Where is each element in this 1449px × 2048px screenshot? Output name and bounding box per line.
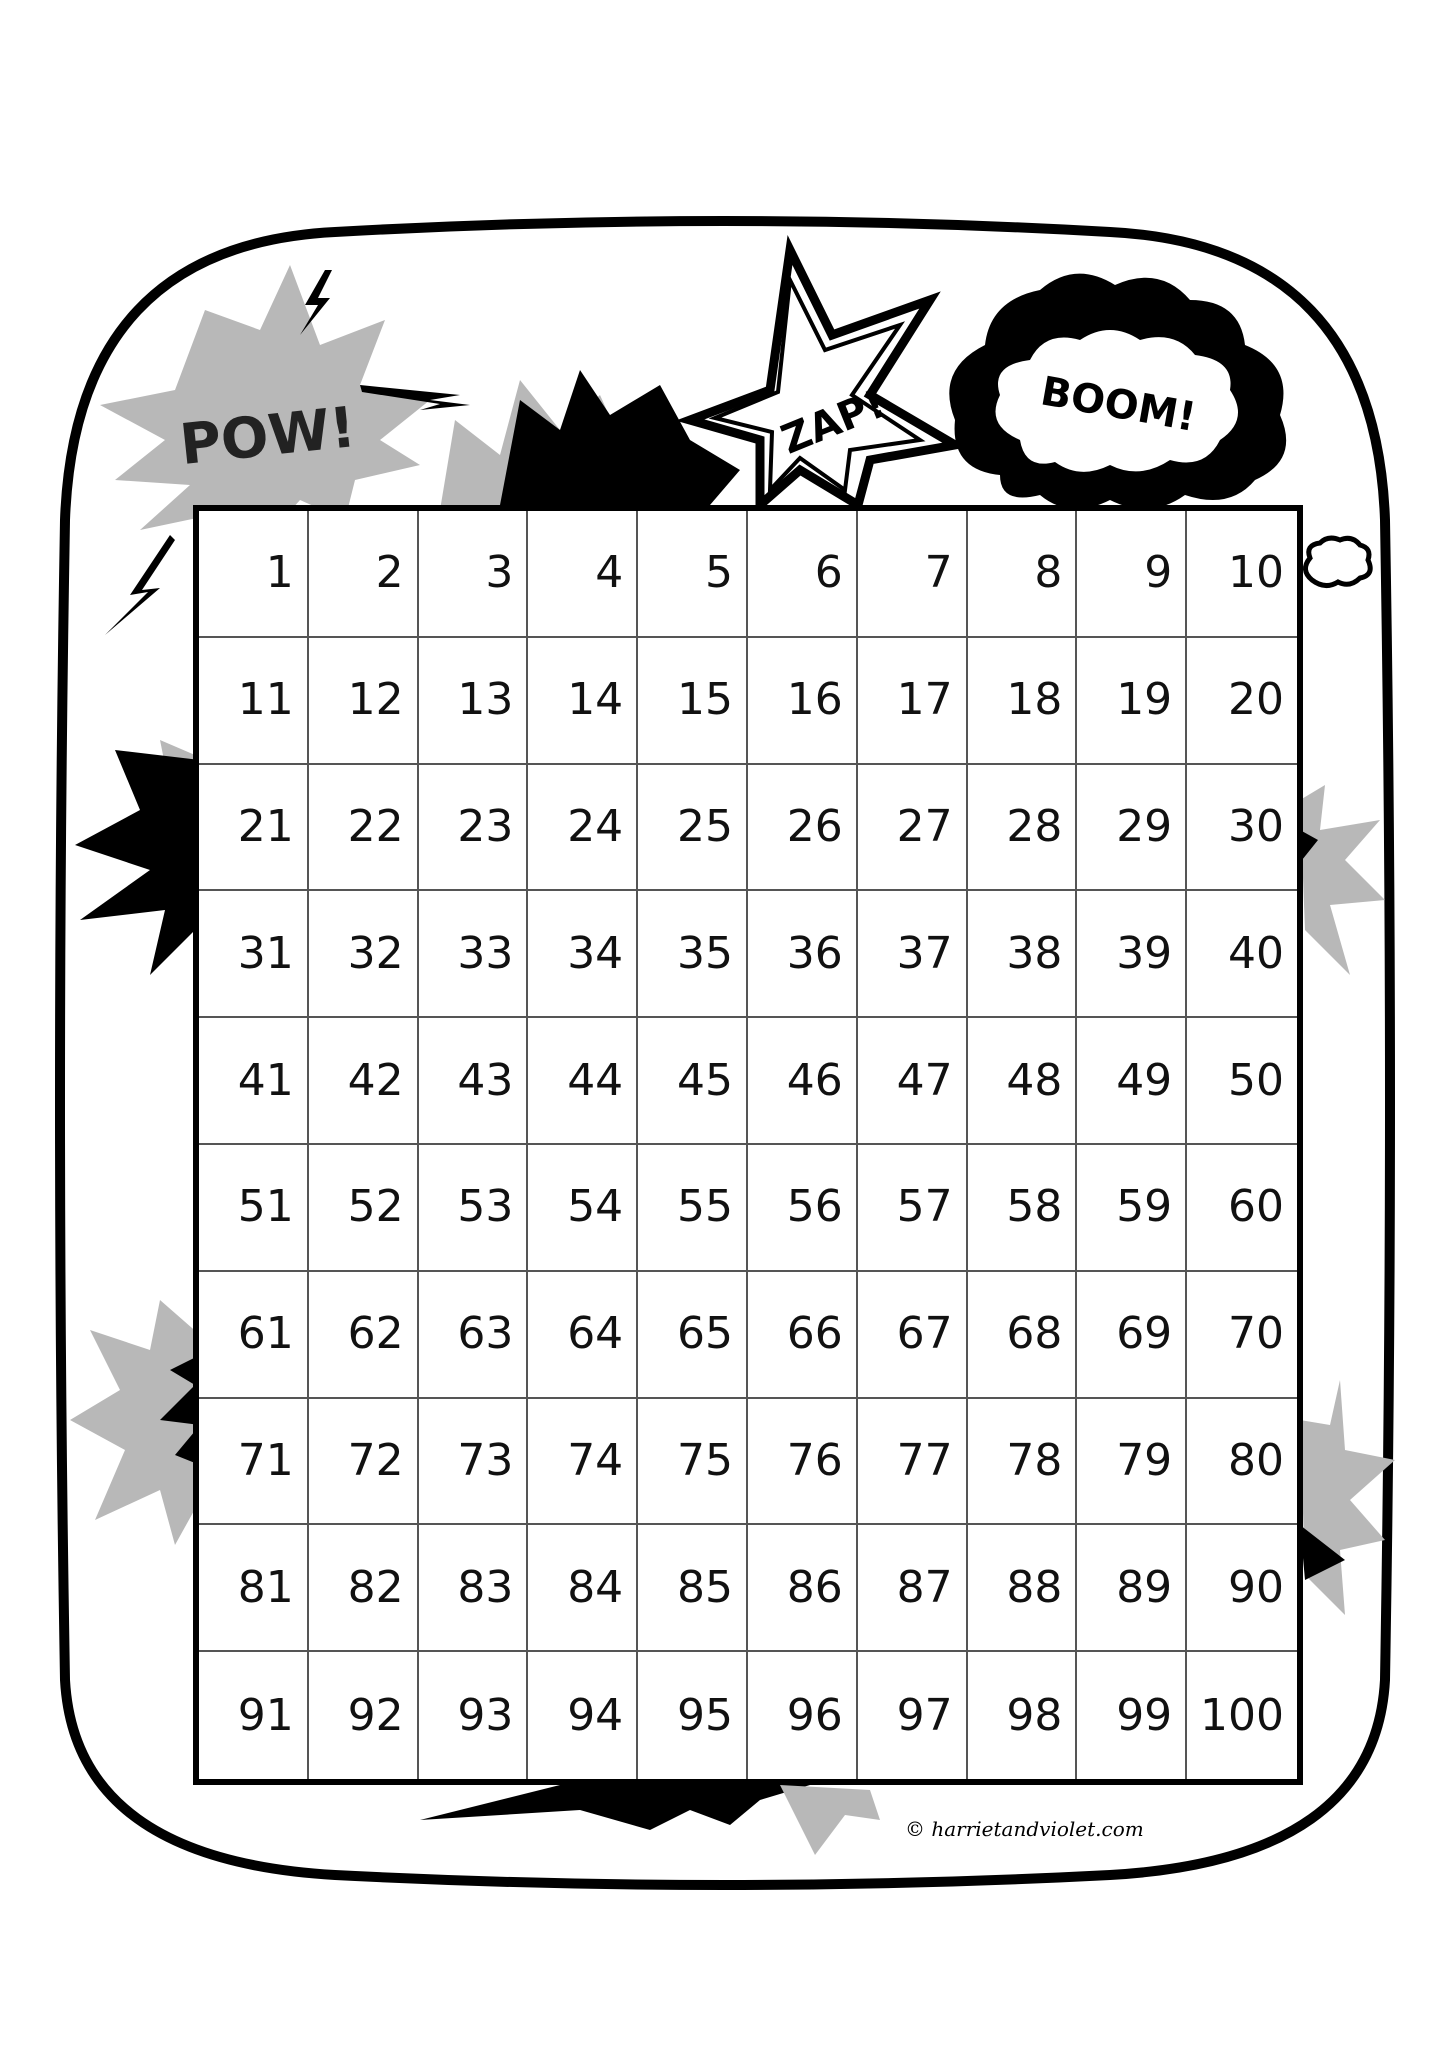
grid-cell: 30 <box>1187 765 1297 892</box>
grid-cell: 81 <box>199 1525 309 1652</box>
grey-burst <box>1300 1380 1395 1615</box>
small-cloud-icon <box>1305 538 1370 585</box>
grid-cell: 22 <box>309 765 419 892</box>
grid-cell: 67 <box>858 1272 968 1399</box>
grid-cell: 26 <box>748 765 858 892</box>
grid-cell: 6 <box>748 511 858 638</box>
grid-cell: 8 <box>968 511 1078 638</box>
boom-text: BOOM! <box>1037 368 1200 441</box>
grid-cell: 21 <box>199 765 309 892</box>
grid-cell: 70 <box>1187 1272 1297 1399</box>
grid-cell: 18 <box>968 638 1078 765</box>
grid-cell: 7 <box>858 511 968 638</box>
grey-burst <box>1300 785 1385 975</box>
grid-cell: 53 <box>419 1145 529 1272</box>
grid-cell: 69 <box>1077 1272 1187 1399</box>
grid-cell: 93 <box>419 1652 529 1779</box>
grid-cell: 84 <box>528 1525 638 1652</box>
grid-cell: 54 <box>528 1145 638 1272</box>
grid-cell: 35 <box>638 891 748 1018</box>
grid-cell: 5 <box>638 511 748 638</box>
grid-cell: 58 <box>968 1145 1078 1272</box>
grid-cell: 44 <box>528 1018 638 1145</box>
grid-cell: 27 <box>858 765 968 892</box>
grid-cell: 13 <box>419 638 529 765</box>
grid-cell: 80 <box>1187 1399 1297 1526</box>
grid-cell: 88 <box>968 1525 1078 1652</box>
zap-text: ZAP! <box>775 380 892 464</box>
grid-cell: 72 <box>309 1399 419 1526</box>
grid-cell: 82 <box>309 1525 419 1652</box>
grid-cell: 47 <box>858 1018 968 1145</box>
grid-cell: 32 <box>309 891 419 1018</box>
grid-cell: 71 <box>199 1399 309 1526</box>
grid-cell: 42 <box>309 1018 419 1145</box>
grid-cell: 94 <box>528 1652 638 1779</box>
grid-cell: 11 <box>199 638 309 765</box>
grid-cell: 87 <box>858 1525 968 1652</box>
grid-cell: 48 <box>968 1018 1078 1145</box>
grid-cell: 29 <box>1077 765 1187 892</box>
grid-cell: 50 <box>1187 1018 1297 1145</box>
grid-cell: 43 <box>419 1018 529 1145</box>
grid-cell: 9 <box>1077 511 1187 638</box>
grid-cell: 91 <box>199 1652 309 1779</box>
grid-cell: 17 <box>858 638 968 765</box>
pow-text: POW! <box>176 395 359 479</box>
grid-cell: 41 <box>199 1018 309 1145</box>
grid-cell: 15 <box>638 638 748 765</box>
grid-cell: 37 <box>858 891 968 1018</box>
grid-cell: 61 <box>199 1272 309 1399</box>
grid-cell: 38 <box>968 891 1078 1018</box>
grid-cell: 86 <box>748 1525 858 1652</box>
grid-cell: 28 <box>968 765 1078 892</box>
grid-cell: 62 <box>309 1272 419 1399</box>
grid-cell: 75 <box>638 1399 748 1526</box>
grid-cell: 96 <box>748 1652 858 1779</box>
grid-cell: 4 <box>528 511 638 638</box>
grey-burst <box>780 1785 880 1855</box>
grid-cell: 90 <box>1187 1525 1297 1652</box>
grid-cell: 49 <box>1077 1018 1187 1145</box>
grid-cell: 31 <box>199 891 309 1018</box>
grid-cell: 24 <box>528 765 638 892</box>
grid-cell: 56 <box>748 1145 858 1272</box>
grid-cell: 83 <box>419 1525 529 1652</box>
grid-cell: 51 <box>199 1145 309 1272</box>
grid-cell: 100 <box>1200 1689 1284 1741</box>
grid-cell: 64 <box>528 1272 638 1399</box>
grid-cell: 23 <box>419 765 529 892</box>
grid-cell: 99 <box>1077 1652 1187 1779</box>
grid-cell: 79 <box>1077 1399 1187 1526</box>
grid-cell: 34 <box>528 891 638 1018</box>
black-burst <box>420 1785 810 1830</box>
grid-cell: 74 <box>528 1399 638 1526</box>
grid-cell: 39 <box>1077 891 1187 1018</box>
grid-cell: 77 <box>858 1399 968 1526</box>
grid-cell: 16 <box>748 638 858 765</box>
grid-cell: 2 <box>309 511 419 638</box>
grid-cell: 14 <box>528 638 638 765</box>
grid-cell: 59 <box>1077 1145 1187 1272</box>
grid-cell: 98 <box>968 1652 1078 1779</box>
grid-cell: 65 <box>638 1272 748 1399</box>
grid-cell: 78 <box>968 1399 1078 1526</box>
grid-cell: 46 <box>748 1018 858 1145</box>
grid-cell: 66 <box>748 1272 858 1399</box>
grid-cell: 89 <box>1077 1525 1187 1652</box>
grid-cell: 95 <box>638 1652 748 1779</box>
hundred-chart-grid <box>193 505 1303 1785</box>
grid-cell: 33 <box>419 891 529 1018</box>
grid-cell: 36 <box>748 891 858 1018</box>
grid-cell: 1 <box>199 511 309 638</box>
grid-cell: 25 <box>638 765 748 892</box>
grid-cell: 40 <box>1187 891 1297 1018</box>
grid-cell: 55 <box>638 1145 748 1272</box>
grid-cell: 63 <box>419 1272 529 1399</box>
grid-cell: 73 <box>419 1399 529 1526</box>
grid-cell: 92 <box>309 1652 419 1779</box>
grid-cell: 12 <box>309 638 419 765</box>
black-burst <box>500 370 740 505</box>
grid-cell: 10 <box>1187 511 1297 638</box>
grid-cell: 57 <box>858 1145 968 1272</box>
grid-cell: 52 <box>309 1145 419 1272</box>
grid-cell: 19 <box>1077 638 1187 765</box>
grid-cell: 60 <box>1187 1145 1297 1272</box>
grid-cell: 68 <box>968 1272 1078 1399</box>
grid-cell: 97 <box>858 1652 968 1779</box>
grid-cell: 20 <box>1187 638 1297 765</box>
grid-cell: 76 <box>748 1399 858 1526</box>
grid-cell: 85 <box>638 1525 748 1652</box>
grid-cell: 45 <box>638 1018 748 1145</box>
copyright-text: © harrietandviolet.com <box>905 1817 1144 1841</box>
grid-cell: 3 <box>419 511 529 638</box>
lightning-bolt-icon <box>105 535 175 635</box>
black-burst <box>75 750 200 975</box>
